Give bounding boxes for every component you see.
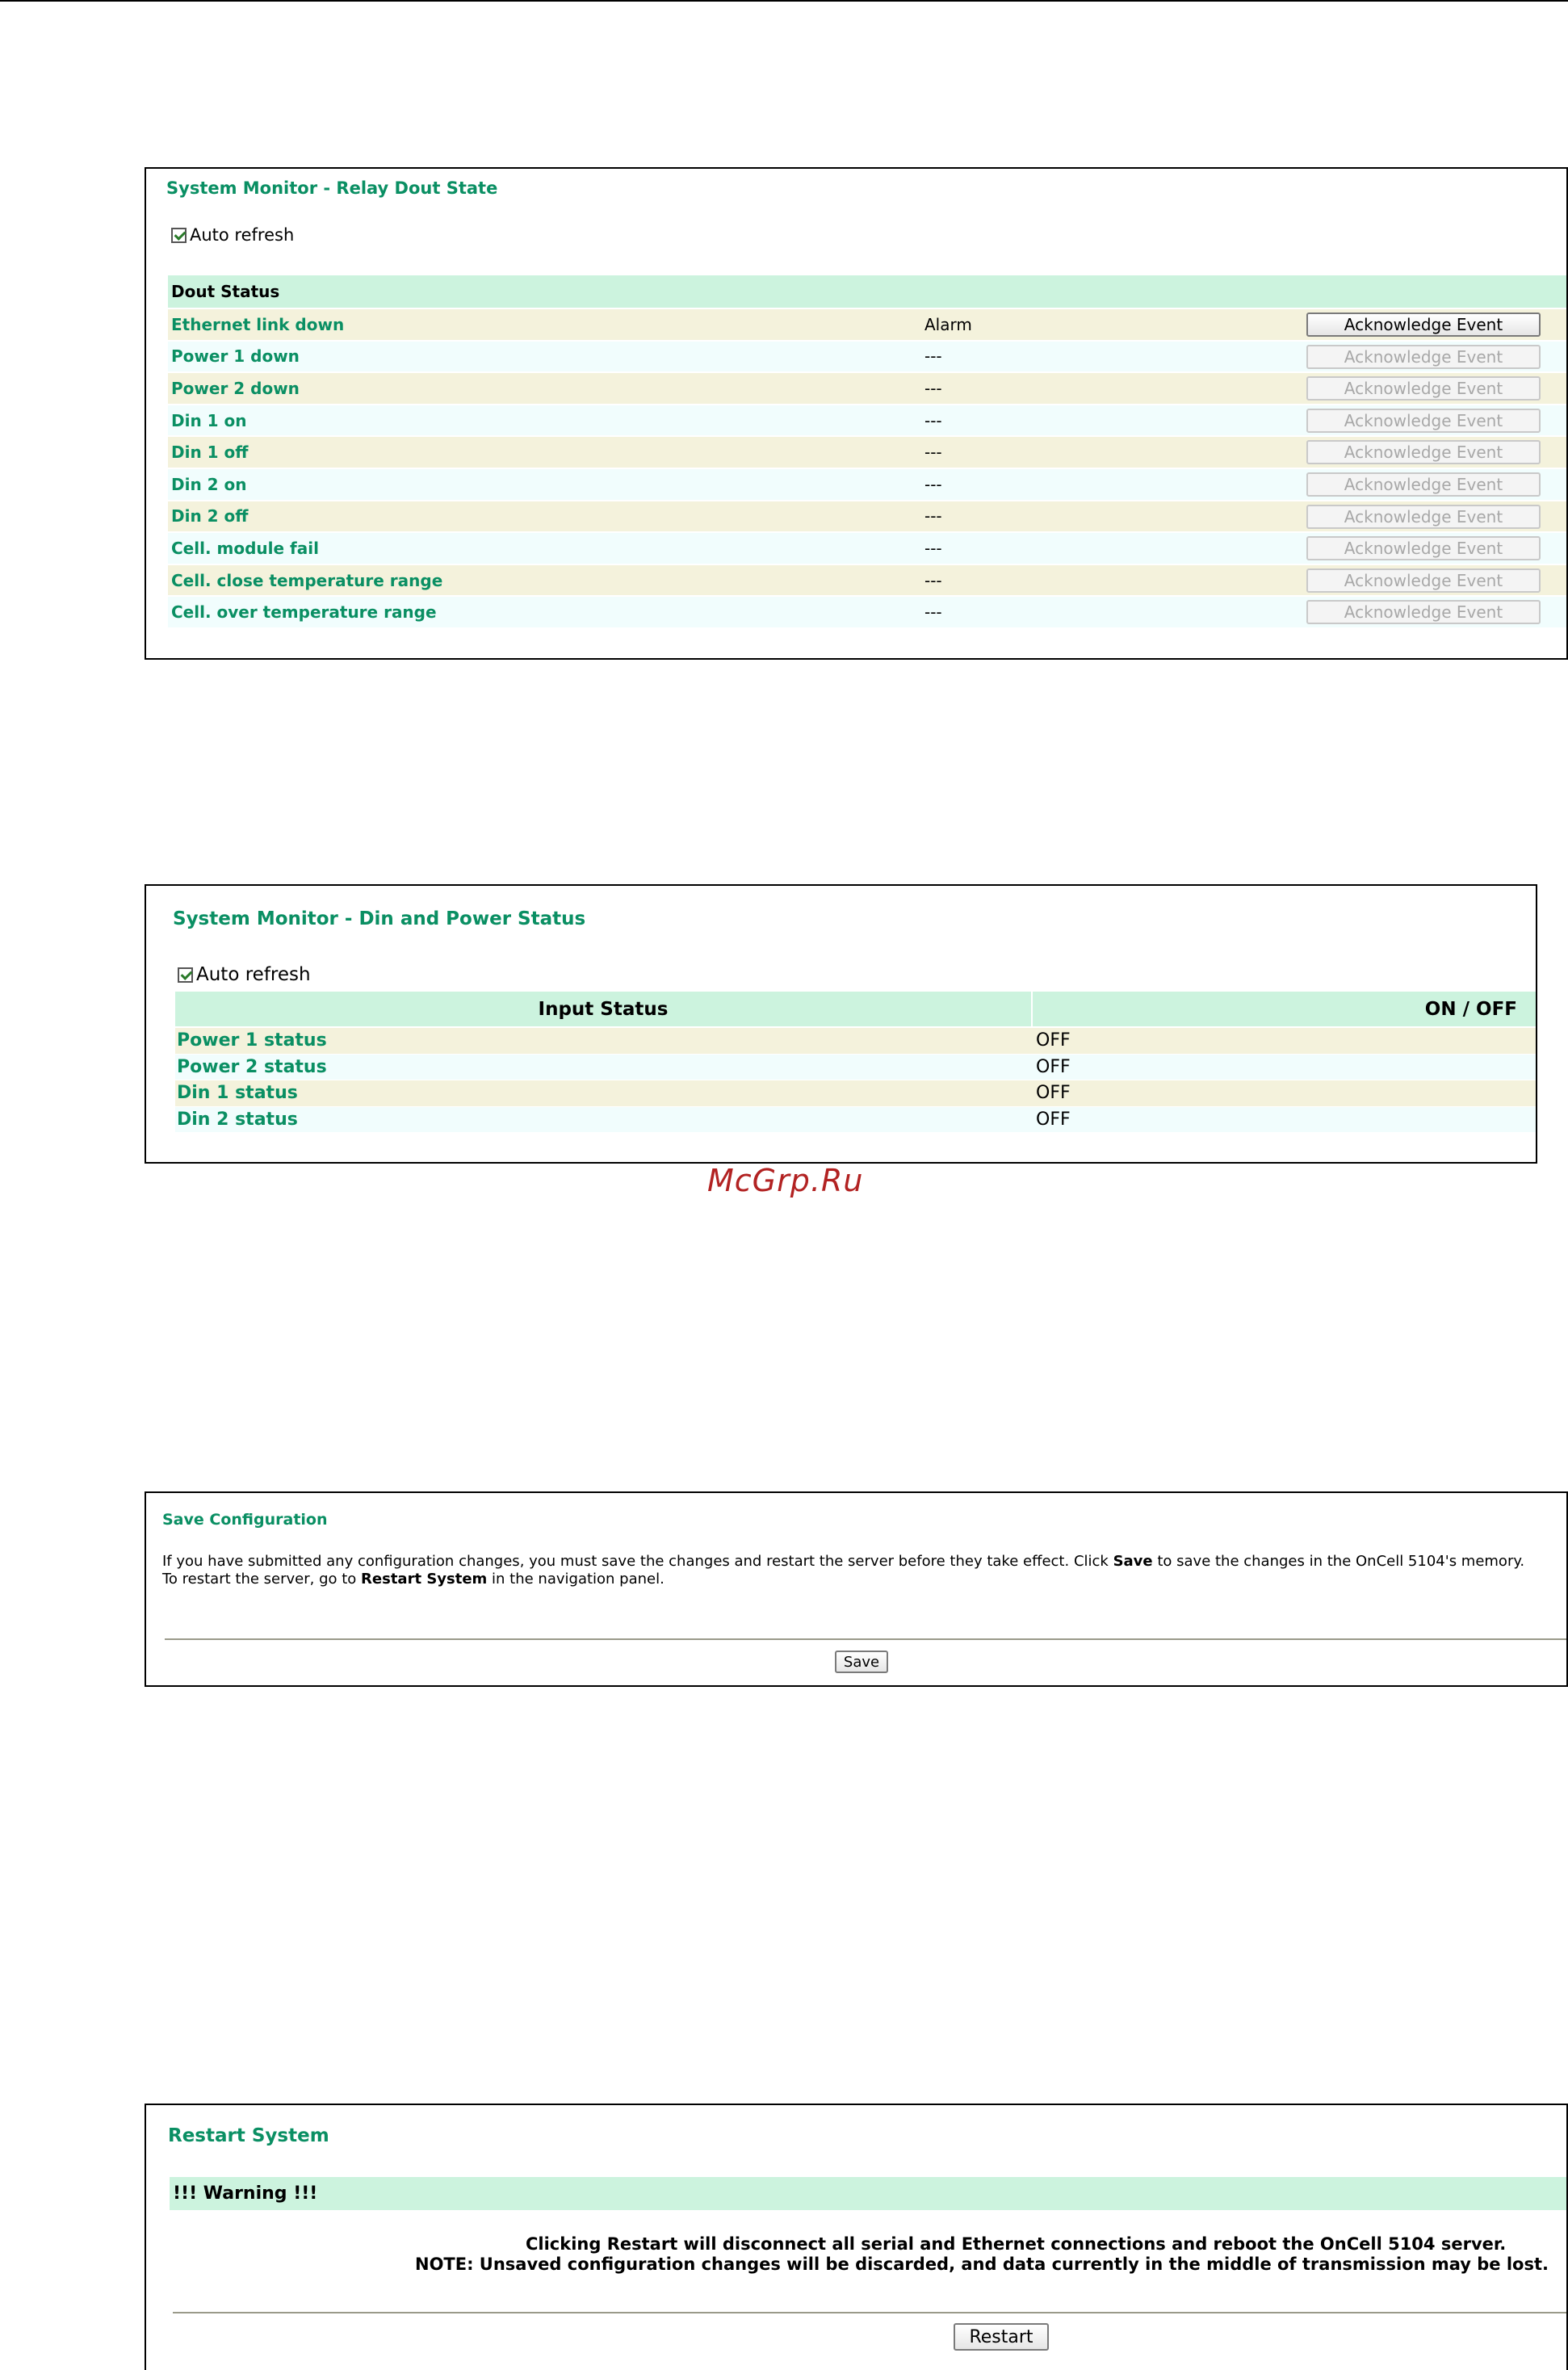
table-row <box>168 373 1566 404</box>
table-row <box>168 597 1566 627</box>
input-status-label: Din 1 status <box>177 1083 298 1104</box>
dout-event-label: Cell. close temperature range <box>171 570 443 590</box>
save-desc-text: To restart the server, go to <box>162 1571 362 1588</box>
restart-panel-title: Restart System <box>168 2125 329 2146</box>
dout-event-label: Cell. module fail <box>171 538 319 558</box>
dout-event-label: Din 2 on <box>171 474 247 494</box>
dout-event-value: --- <box>924 443 942 463</box>
dout-status-label: Dout Status <box>171 282 280 301</box>
table-row <box>175 1080 1536 1106</box>
input-status-value: OFF <box>1036 1056 1071 1077</box>
restart-message-1: Clicking Restart will disconnect all serial and Ethernet connections and reboot the OnCell 5104 server. <box>526 2234 1507 2254</box>
input-status-header <box>175 992 1536 1026</box>
dout-event-value: --- <box>924 378 942 398</box>
table-row <box>168 342 1566 372</box>
save-desc-bold: Save <box>1113 1553 1153 1570</box>
dout-event-value: --- <box>924 602 942 623</box>
dout-event-value: Alarm <box>924 314 972 334</box>
dout-event-label: Power 2 down <box>171 378 300 398</box>
table-row <box>175 1107 1536 1133</box>
restart-button[interactable]: Restart <box>954 2323 1049 2351</box>
dout-event-value: --- <box>924 474 942 494</box>
input-status-label: Din 2 status <box>177 1109 298 1130</box>
dout-event-value: --- <box>924 538 942 558</box>
dout-event-label: Ethernet link down <box>171 314 345 334</box>
dout-event-label: Cell. over temperature range <box>171 602 437 623</box>
dout-event-label: Din 1 off <box>171 443 249 463</box>
auto-refresh-checkbox[interactable] <box>178 967 193 983</box>
dout-event-label: Din 2 off <box>171 506 249 526</box>
table-row <box>168 501 1566 532</box>
dout-status-header <box>168 275 1566 308</box>
input-status-label: Power 2 status <box>177 1056 327 1077</box>
input-status-value: OFF <box>1036 1109 1071 1130</box>
restart-message-2: NOTE: Unsaved configuration changes will be discarded, and data currently in the middle of transmission may be lost. <box>415 2255 1549 2274</box>
dout-event-value: --- <box>924 410 942 430</box>
table-row <box>168 405 1566 436</box>
dout-event-value: --- <box>924 506 942 526</box>
input-status-value: OFF <box>1036 1083 1071 1104</box>
save-config-panel <box>145 1491 1568 1687</box>
table-row <box>168 565 1566 596</box>
save-desc-text: in the navigation panel. <box>487 1571 665 1588</box>
acknowledge-event-button[interactable]: Acknowledge Event <box>1306 376 1541 401</box>
save-description-line2 <box>162 1571 665 1588</box>
relay-auto-refresh[interactable] <box>171 225 294 245</box>
acknowledge-event-button[interactable]: Acknowledge Event <box>1306 345 1541 369</box>
acknowledge-event-button[interactable]: Acknowledge Event <box>1306 440 1541 464</box>
relay-panel-title: System Monitor - Relay Dout State <box>166 178 498 198</box>
din-power-panel <box>145 884 1537 1164</box>
acknowledge-event-button[interactable]: Acknowledge Event <box>1306 568 1541 593</box>
table-row <box>168 437 1566 468</box>
warning-label: !!! Warning !!! <box>173 2183 318 2204</box>
top-rule <box>0 0 1568 2</box>
restart-divider <box>173 2312 1566 2313</box>
din-panel-title: System Monitor - Din and Power Status <box>173 908 586 929</box>
input-status-value: OFF <box>1036 1030 1071 1051</box>
relay-dout-panel <box>145 167 1568 660</box>
acknowledge-event-button[interactable]: Acknowledge Event <box>1306 409 1541 433</box>
auto-refresh-checkbox[interactable] <box>171 228 187 243</box>
auto-refresh-label: Auto refresh <box>196 964 311 985</box>
dout-event-value: --- <box>924 346 942 367</box>
dout-event-value: --- <box>924 570 942 590</box>
table-row <box>168 469 1566 500</box>
acknowledge-event-button[interactable]: Acknowledge Event <box>1306 313 1541 337</box>
col-on-off: ON / OFF <box>1424 998 1517 1020</box>
acknowledge-event-button[interactable]: Acknowledge Event <box>1306 472 1541 497</box>
save-divider <box>165 1638 1566 1640</box>
table-row <box>175 1028 1536 1054</box>
save-desc-text: to save the changes in the OnCell 5104's memory. <box>1152 1553 1525 1570</box>
save-button[interactable]: Save <box>835 1651 888 1673</box>
acknowledge-event-button[interactable]: Acknowledge Event <box>1306 536 1541 560</box>
restart-system-panel <box>145 2104 1568 2370</box>
save-desc-bold: Restart System <box>361 1571 488 1588</box>
save-panel-title: Save Configuration <box>162 1511 328 1529</box>
watermark-text: McGrp.Ru <box>707 1163 864 1198</box>
table-row <box>168 309 1566 340</box>
warning-header <box>170 2177 1566 2210</box>
auto-refresh-label: Auto refresh <box>190 225 295 245</box>
acknowledge-event-button[interactable]: Acknowledge Event <box>1306 505 1541 529</box>
col-input-status: Input Status <box>538 998 669 1020</box>
acknowledge-event-button[interactable]: Acknowledge Event <box>1306 600 1541 624</box>
table-row <box>168 533 1566 564</box>
save-desc-text: If you have submitted any configuration changes, you must save the changes and restart the server before they take effect. Click <box>162 1553 1113 1570</box>
table-row <box>175 1055 1536 1080</box>
dout-event-label: Power 1 down <box>171 346 300 367</box>
dout-event-label: Din 1 on <box>171 410 247 430</box>
save-description-line1 <box>162 1553 1524 1571</box>
input-status-label: Power 1 status <box>177 1030 327 1051</box>
din-auto-refresh[interactable] <box>178 964 311 985</box>
